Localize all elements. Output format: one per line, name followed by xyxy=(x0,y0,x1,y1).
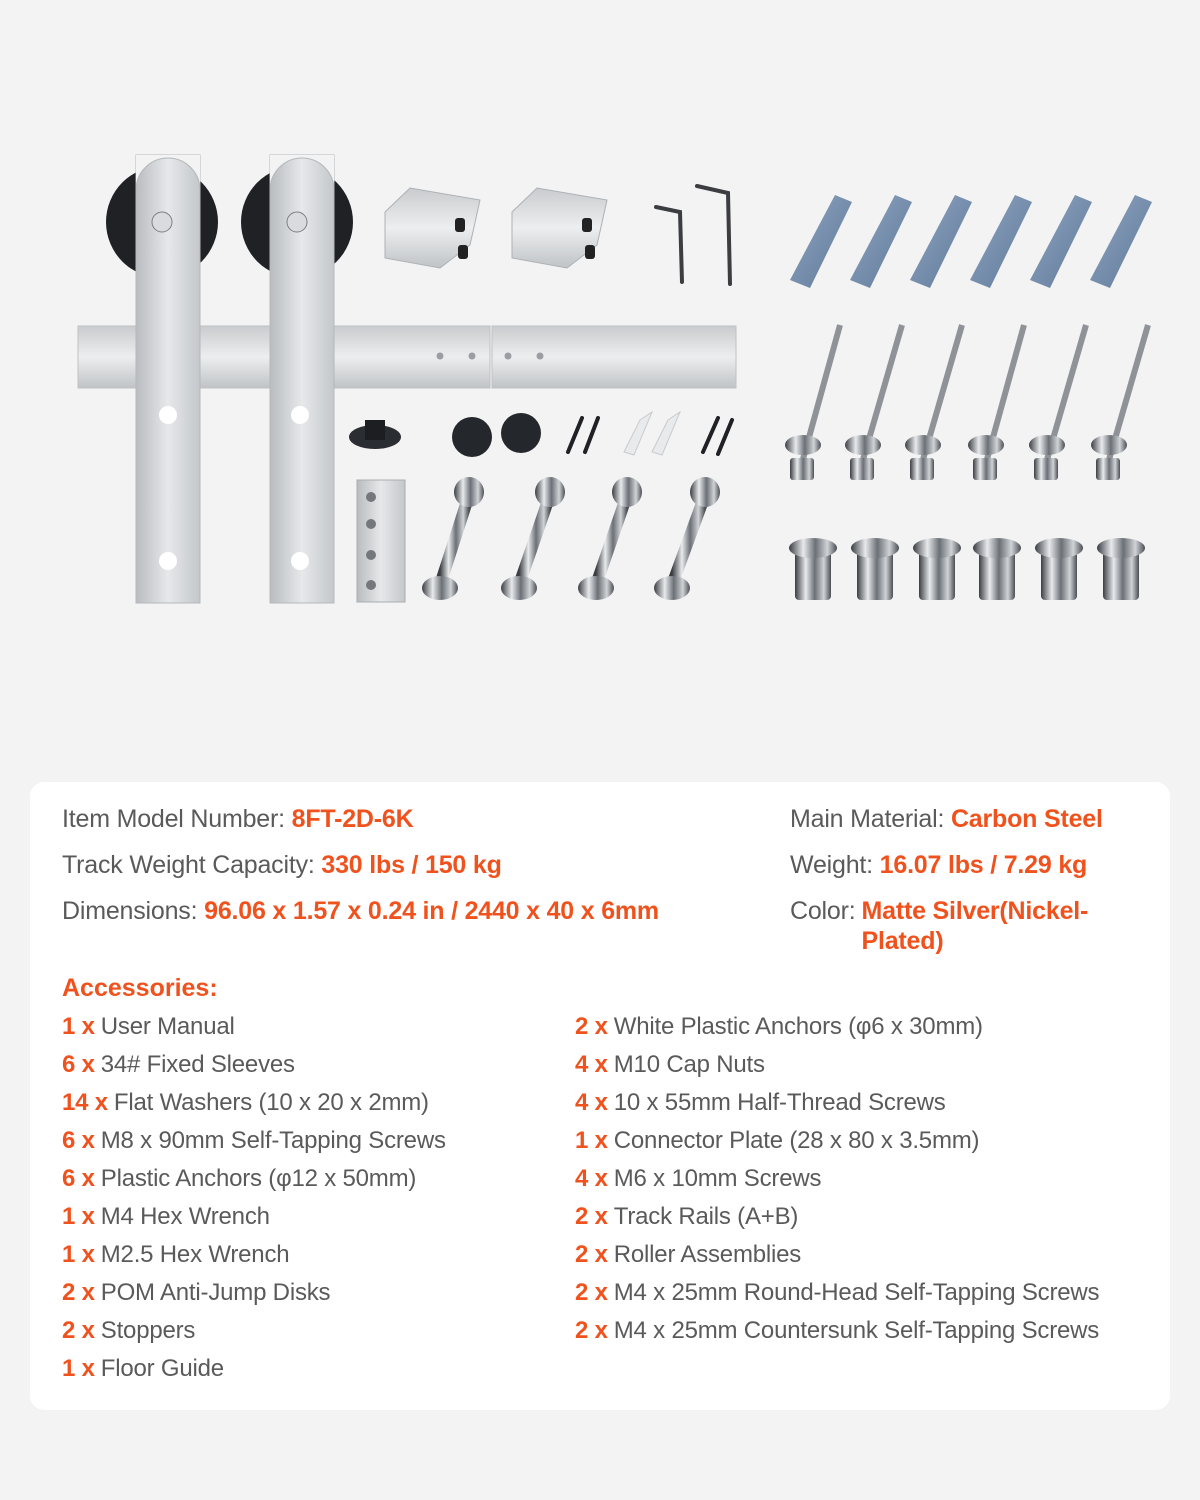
small-screws xyxy=(568,418,732,454)
accessory-item: 2 x Track Rails (A+B) xyxy=(575,1203,799,1230)
spec-label: Weight: xyxy=(790,851,873,879)
self-tapping-screws xyxy=(785,325,1148,480)
accessory-item: 2 x Stoppers xyxy=(62,1317,196,1344)
accessory-item: 1 x M4 Hex Wrench xyxy=(62,1203,270,1230)
accessory-item: 4 x 10 x 55mm Half-Thread Screws xyxy=(575,1089,946,1116)
spec-value: Matte Silver(Nickel-Plated) xyxy=(861,897,1089,955)
accessories-list-right xyxy=(575,1012,1099,1354)
accessory-item: 1 x User Manual xyxy=(62,1013,235,1040)
accessory-item: 2 x Roller Assemblies xyxy=(575,1241,802,1268)
plastic-anchors xyxy=(790,195,1152,288)
accessories-list-left xyxy=(62,1012,446,1392)
accessories-title: Accessories: xyxy=(62,974,218,1002)
accessory-item: 2 x White Plastic Anchors (φ6 x 30mm) xyxy=(575,1013,983,1040)
accessory-item: 2 x M4 x 25mm Round-Head Self-Tapping Screws xyxy=(575,1279,1100,1306)
floor-guide xyxy=(349,420,401,449)
accessory-item: 1 x M2.5 Hex Wrench xyxy=(62,1241,290,1268)
accessory-item: 6 x Plastic Anchors (φ12 x 50mm) xyxy=(62,1165,417,1192)
accessory-item: 1 x Floor Guide xyxy=(62,1355,224,1382)
anti-jump-disk xyxy=(452,417,492,457)
accessory-item: 6 x M8 x 90mm Self-Tapping Screws xyxy=(62,1127,446,1154)
spec-label: Dimensions: xyxy=(62,897,198,925)
spec-model-number xyxy=(62,804,413,834)
hex-wrench-icon xyxy=(697,186,730,284)
spec-value: 330 lbs / 150 kg xyxy=(321,851,502,879)
spec-main-material xyxy=(790,804,1103,834)
accessory-item: 4 x M6 x 10mm Screws xyxy=(575,1165,822,1192)
spec-value: 8FT-2D-6K xyxy=(291,805,414,833)
half-thread-screws xyxy=(422,477,720,600)
stopper xyxy=(512,188,607,268)
spec-label: Track Weight Capacity: xyxy=(62,851,315,879)
spec-label: Color: xyxy=(790,897,856,925)
spec-dimensions xyxy=(62,896,659,926)
stopper xyxy=(385,188,480,268)
spec-weight-capacity xyxy=(62,850,502,880)
fixed-sleeves xyxy=(789,538,1145,600)
spec-value: Carbon Steel xyxy=(950,805,1103,833)
connector-plate xyxy=(357,480,405,602)
spec-label: Item Model Number: xyxy=(62,805,285,833)
spec-value: 16.07 lbs / 7.29 kg xyxy=(879,851,1088,879)
accessory-item: 14 x Flat Washers (10 x 20 x 2mm) xyxy=(62,1089,429,1116)
accessory-item: 4 x M10 Cap Nuts xyxy=(575,1051,765,1078)
anti-jump-disk xyxy=(501,413,541,453)
spec-color xyxy=(790,896,1150,956)
spec-card xyxy=(30,782,1170,1410)
accessory-item: 2 x POM Anti-Jump Disks xyxy=(62,1279,331,1306)
spec-label: Main Material: xyxy=(790,805,945,833)
hex-wrench-icon xyxy=(656,207,682,282)
accessory-item: 1 x Connector Plate (28 x 80 x 3.5mm) xyxy=(575,1127,980,1154)
spec-value: 96.06 x 1.57 x 0.24 in / 2440 x 40 x 6mm xyxy=(204,897,659,925)
accessory-item: 6 x 34# Fixed Sleeves xyxy=(62,1051,295,1078)
accessory-item: 2 x M4 x 25mm Countersunk Self-Tapping Screws xyxy=(575,1317,1100,1344)
spec-weight xyxy=(790,850,1087,880)
white-plastic-anchors xyxy=(624,412,680,455)
